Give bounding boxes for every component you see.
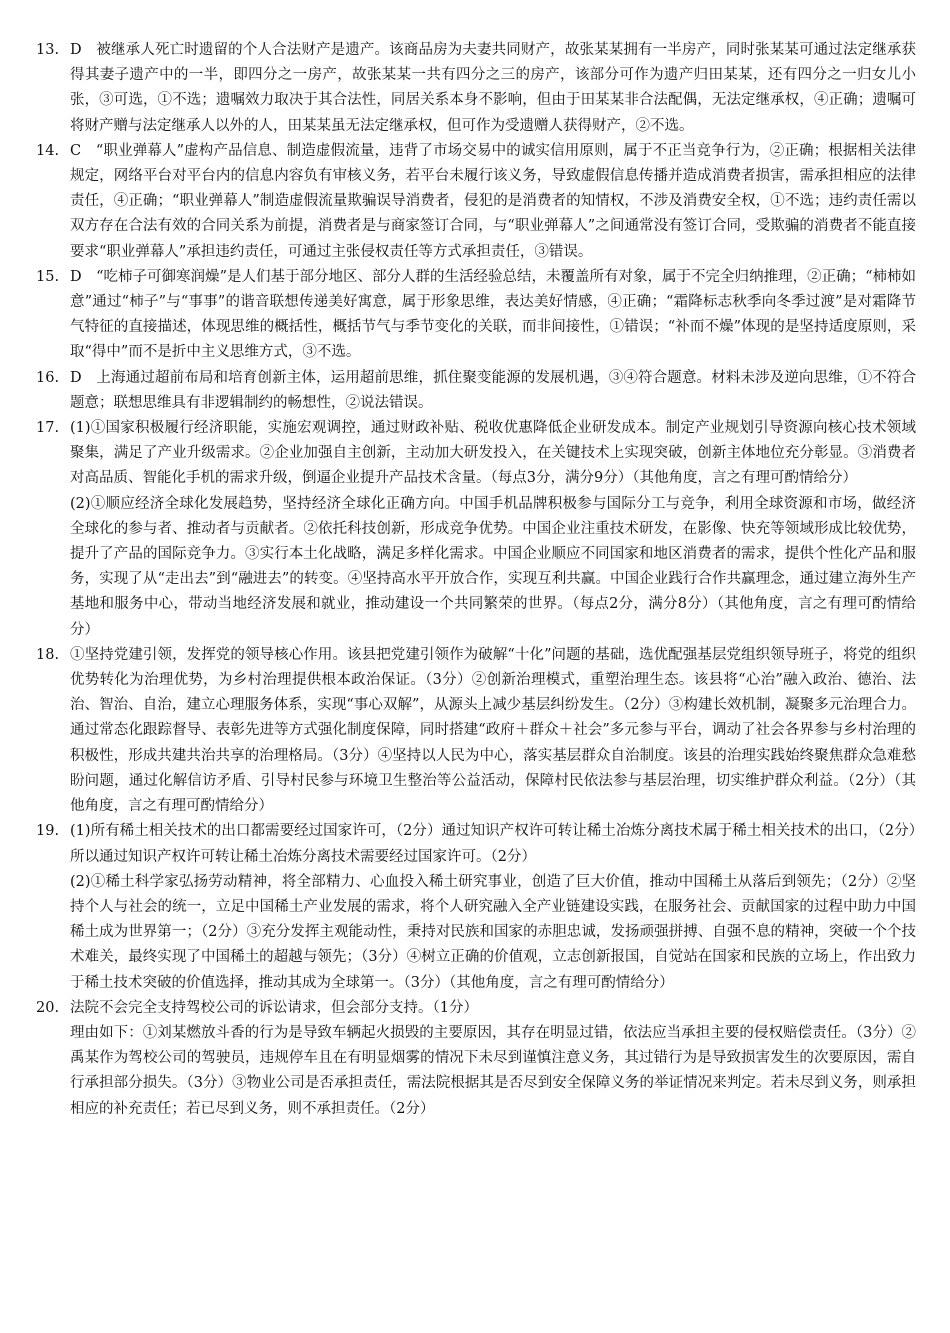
answer-item-13 [36,38,916,139]
item-number: 18. [36,646,60,663]
item-number: 17. [36,420,60,437]
answer-text-part-1: 法院不会完全支持驾校公司的诉讼请求，但会部分支持。（1分） [70,999,478,1016]
answer-text: D 上海通过超前布局和培育创新主体，运用超前思维，抓住聚变能源的发展机遇，③④符合题意。材料未涉及逆向思维，①不符合题意；联想思维具有非逻辑制约的畅想性，②说法错误。 [70,369,916,411]
answer-text-part-2: (2)①顺应经济全球化发展趋势，坚持经济全球化正确方向。中国手机品牌积极参与国际分工与竞争，利用全球资源和市场，做经济全球化的参与者、推动者与贡献者。②依托科技创新，形成竞争优势。中国企业注重技术研发，在影像、快充等领域形成比较优势，提升了产品的国际竞争力。③实行本土化战略，满足多样化需求。中国企业顺应不同国家和地区消费者的需求，提供个性化产品和服务，实现了从“走出去”到“融进去”的转变。④坚持高水平开放合作，实现互利共赢。中国企业践行合作共赢理念，通过建立海外生产基地和服务中心，带动当地经济发展和就业，推动建设一个共同繁荣的世界。（每点2分，满分8分）（其他角度，言之有理可酌情给分） [70,495,916,638]
answer-text-part-1: (1)所有稀土相关技术的出口都需要经过国家许可，（2分）通过知识产权许可转让稀土冶炼分离技术属于稀土相关技术的出口，（2分）所以通过知识产权许可转让稀土冶炼分离技术需要经过国家许可。（2分） [70,823,916,865]
answer-text: D “吃柿子可御寒润燥”是人们基于部分地区、部分人群的生活经验总结，未覆盖所有对象，属于不完全归纳推理，②正确；“柿柿如意”通过“柿子”与“事事”的谐音联想传递美好寓意，属于形象思维，表达美好情感，④正确；“霜降标志秋季向冬季过渡”是对霜降节气特征的直接描述，体现思维的概括性，概括节气与季节变化的关联，而非间接性，①错误；“补而不燥”体现的是坚持适度原则，采取“得中”而不是折中主义思维方式，③不选。 [70,268,916,361]
answer-text: D 被继承人死亡时遗留的个人合法财产是遗产。该商品房为夫妻共同财产，故张某某拥有一半房产，同时张某某可通过法定继承获得其妻子遗产中的一半，即四分之一房产，故张某某一共有四分之三的房产，该部分可作为遗产归田某某，还有四分之一归女儿小张，③可选，①不选；遗嘱效力取决于其合法性，同居关系本身不影响，但由于田某某非合法配偶，无法定继承权，④正确；遗嘱可将财产赠与法定继承人以外的人，田某某虽无法定继承权，但可作为受遗赠人获得财产，②不选。 [70,42,916,134]
answer-text-part-2: (2)①稀土科学家弘扬劳动精神，将全部精力、心血投入稀土研究事业，创造了巨大价值，推动中国稀土从落后到领先；（2分）②坚持个人与社会的统一，立足中国稀土产业发展的需求，将个人研究融入全产业链建设实践，在服务社会、贡献国家的过程中助力中国稀土成为世界第一；（2分）③充分发挥主观能动性，秉持对民族和国家的赤胆忠诚，发扬顽强拼搏、自强不息的精神，突破一个个技术难关，最终实现了中国稀土的超越与领先；（3分）④树立正确的价值观，立志创新报国，自觉站在国家和民族的立场上，作出致力于稀土技术突破的价值选择，推动其成为全球第一。（3分）（其他角度，言之有理可酌情给分） [70,873,916,991]
item-number: 19. [36,823,60,840]
answer-item-17 [36,416,916,643]
answer-text-part-2: 理由如下：①刘某燃放斗香的行为是导致车辆起火损毁的主要原因，其存在明显过错，依法应当承担主要的侵权赔偿责任。（3分）②禹某作为驾校公司的驾驶员，违规停车且在有明显烟雾的情况下未尽到谨慎注意义务，其过错行为是导致损害发生的次要原因，需自行承担部分损失。（3分）③物业公司是否承担责任，需法院根据其是否尽到安全保障义务的举证情况来判定。若未尽到义务，则承担相应的补充责任；若已尽到义务，则不承担责任。（2分） [70,1024,916,1117]
answer-item-14 [36,139,916,265]
item-number: 20. [36,999,60,1016]
answer-text-part-1: (1)①国家积极履行经济职能，实施宏观调控，通过财政补贴、税收优惠降低企业研发成本。制定产业规划引导资源向核心技术领域聚集，满足了产业升级需求。②企业加强自主创新，主动加大研发投入，在关键技术上实现突破，创新主体地位充分彰显。③消费者对高品质、智能化手机的需求升级，倒逼企业提升产品技术含量。（每点3分，满分9分）（其他角度，言之有理可酌情给分） [70,420,916,487]
item-number: 14. [36,142,60,159]
answer-document [36,38,916,1122]
answer-item-19 [36,819,916,995]
answer-item-16 [36,366,916,416]
item-number: 15. [36,268,60,285]
answer-item-18 [36,643,916,819]
answer-text: C “职业弹幕人”虚构产品信息、制造虚假流量，违背了市场交易中的诚实信用原则，属于不正当竞争行为，②正确；根据相关法律规定，网络平台对平台内的信息内容负有审核义务，若平台未履行该义务，导致虚假信息传播并造成消费者损害，需承担相应的法律责任，④正确；“职业弹幕人”制造虚假流量欺骗误导消费者，侵犯的是消费者的知情权，不涉及消费安全权，①不选；违约责任需以双方存在合法有效的合同关系为前提，消费者是与商家签订合同，与“职业弹幕人”之间通常没有签订合同，受欺骗的消费者不能直接要求“职业弹幕人”承担违约责任，可通过主张侵权责任等方式承担责任，③错误。 [70,142,916,260]
item-number: 13. [36,42,60,58]
item-number: 16. [36,369,60,386]
answer-item-20 [36,996,916,1122]
answer-item-15 [36,265,916,366]
answer-text: ①坚持党建引领，发挥党的领导核心作用。该县把党建引领作为破解“十化”问题的基础，选优配强基层党组织领导班子，将党的组织优势转化为治理优势，为乡村治理提供根本政治保证。（3分）②创新治理模式，重塑治理生态。该县将“心治”融入政治、德治、法治、智治、自治，建立心理服务体系，实现“事心双解”，从源头上减少基层纠纷发生。（2分）③构建长效机制，凝聚多元治理合力。通过常态化跟踪督导、表彰先进等方式强化制度保障，同时搭建“政府＋群众＋社会”多元参与平台，调动了社会各界参与乡村治理的积极性，形成共建共治共享的治理格局。（3分）④坚持以人民为中心，落实基层群众自治制度。该县的治理实践始终聚焦群众急难愁盼问题，通过化解信访矛盾、引导村民参与环境卫生整治等公益活动，保障村民依法参与基层治理，切实维护群众利益。（2分）（其他角度，言之有理可酌情给分） [70,646,916,815]
